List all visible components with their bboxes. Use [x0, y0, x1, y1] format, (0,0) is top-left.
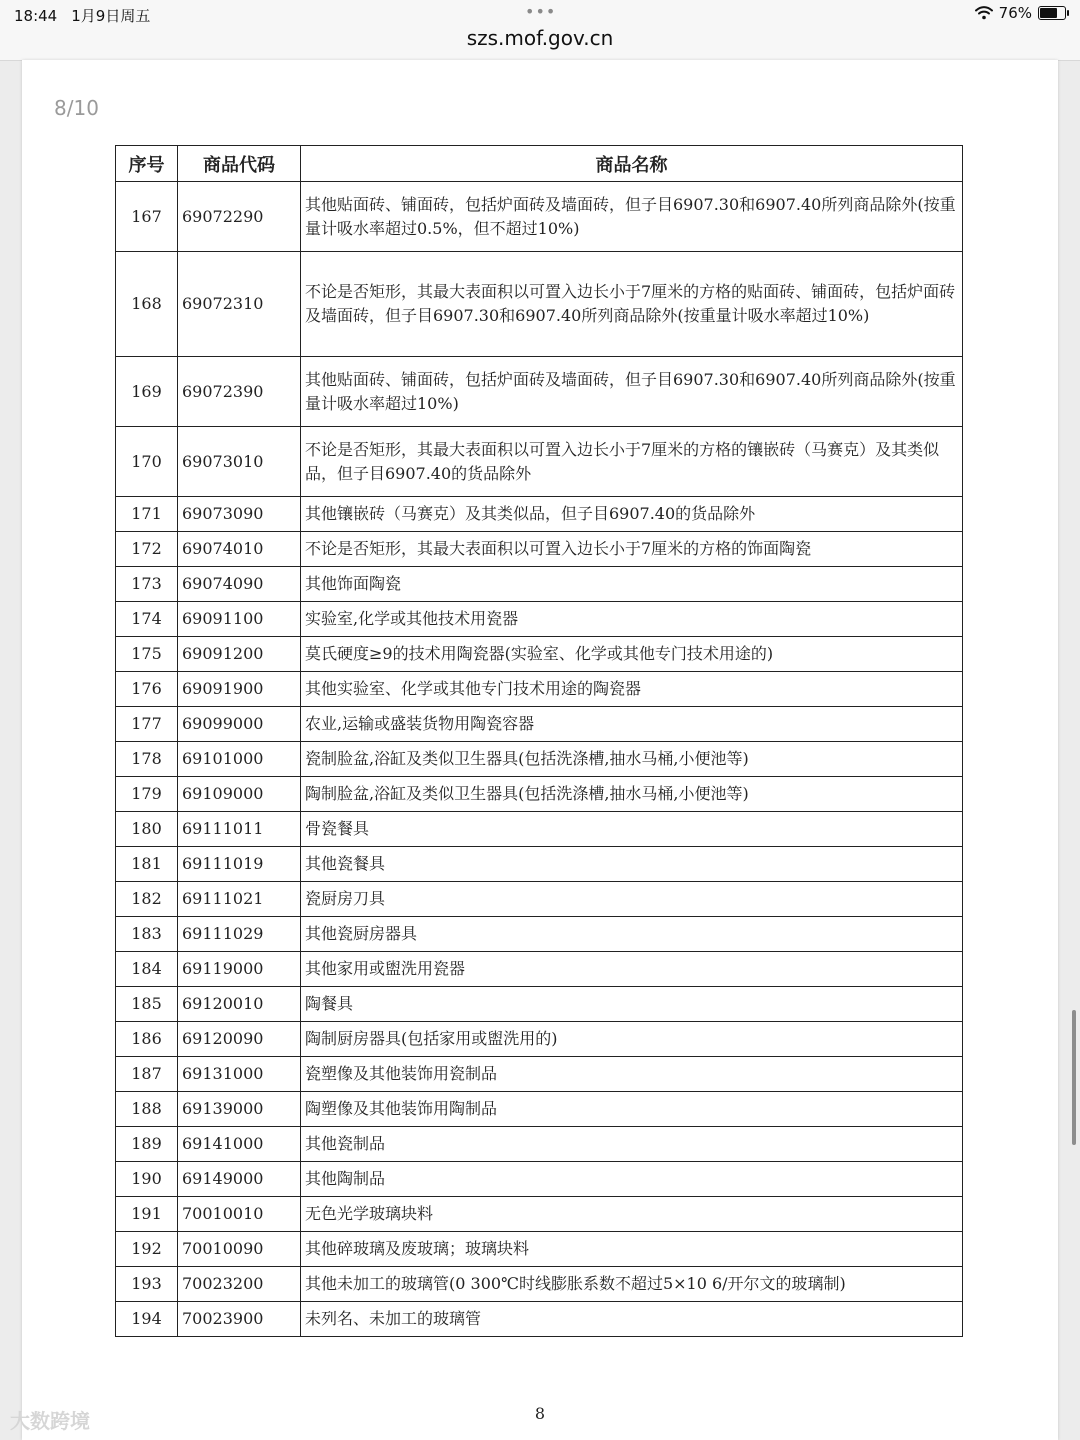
table-row	[116, 567, 963, 602]
cell-code: 70023900	[178, 1302, 301, 1337]
cell-seq: 170	[116, 427, 178, 497]
cell-code: 69141000	[178, 1127, 301, 1162]
table-header-row	[116, 146, 963, 182]
cell-name: 不论是否矩形，其最大表面积以可置入边长小于7厘米的方格的镶嵌砖（马赛克）及其类似品，但子目6907.40的货品除外	[301, 427, 963, 497]
cell-name: 其他陶制品	[301, 1162, 963, 1197]
table-row	[116, 1267, 963, 1302]
cell-name: 实验室,化学或其他技术用瓷器	[301, 602, 963, 637]
cell-name: 莫氏硬度≥9的技术用陶瓷器(实验室、化学或其他专门技术用途的)	[301, 637, 963, 672]
cell-seq: 192	[116, 1232, 178, 1267]
cell-name: 其他饰面陶瓷	[301, 567, 963, 602]
table-row	[116, 1127, 963, 1162]
document-page	[22, 60, 1058, 1440]
time-text: 18:44	[14, 7, 58, 25]
table-row	[116, 777, 963, 812]
table-row	[116, 532, 963, 567]
cell-name: 其他镶嵌砖（马赛克）及其类似品，但子目6907.40的货品除外	[301, 497, 963, 532]
cell-code: 69119000	[178, 952, 301, 987]
cell-code: 69139000	[178, 1092, 301, 1127]
table-row	[116, 847, 963, 882]
cell-name: 瓷厨房刀具	[301, 882, 963, 917]
cell-name: 其他贴面砖、铺面砖，包括炉面砖及墙面砖，但子目6907.30和6907.40所列商品除外(按重量计吸水率超过10%)	[301, 357, 963, 427]
cell-code: 69120090	[178, 1022, 301, 1057]
cell-code: 69149000	[178, 1162, 301, 1197]
table-row	[116, 812, 963, 847]
cell-code: 69091900	[178, 672, 301, 707]
cell-name: 其他瓷厨房器具	[301, 917, 963, 952]
cell-name: 骨瓷餐具	[301, 812, 963, 847]
table-row	[116, 672, 963, 707]
cell-name: 未列名、未加工的玻璃管	[301, 1302, 963, 1337]
cell-code: 69072390	[178, 357, 301, 427]
cell-code: 69091100	[178, 602, 301, 637]
header-name: 商品名称	[301, 146, 963, 182]
header-seq: 序号	[116, 146, 178, 182]
cell-code: 69111011	[178, 812, 301, 847]
table-row	[116, 182, 963, 252]
table-row	[116, 1022, 963, 1057]
cell-code: 69072290	[178, 182, 301, 252]
cell-name: 其他未加工的玻璃管(0 300℃时线膨胀系数不超过5×10 6/开尔文的玻璃制)	[301, 1267, 963, 1302]
cell-seq: 172	[116, 532, 178, 567]
cell-code: 70010010	[178, 1197, 301, 1232]
table-row	[116, 357, 963, 427]
cell-name: 其他瓷制品	[301, 1127, 963, 1162]
cell-seq: 184	[116, 952, 178, 987]
table-row	[116, 1232, 963, 1267]
address-bar[interactable]: szs.mof.gov.cn	[466, 26, 614, 50]
table-row	[116, 1162, 963, 1197]
cell-name: 陶餐具	[301, 987, 963, 1022]
cell-name: 其他碎玻璃及废玻璃；玻璃块料	[301, 1232, 963, 1267]
cell-name: 其他家用或盥洗用瓷器	[301, 952, 963, 987]
goods-table	[115, 145, 963, 1337]
table-row	[116, 1057, 963, 1092]
cell-code: 70023200	[178, 1267, 301, 1302]
cell-code: 69111021	[178, 882, 301, 917]
cell-seq: 185	[116, 987, 178, 1022]
cell-seq: 181	[116, 847, 178, 882]
table-row	[116, 427, 963, 497]
scrollbar[interactable]	[1072, 1010, 1076, 1145]
battery-icon	[1038, 6, 1066, 20]
battery-percent: 76%	[998, 4, 1032, 22]
cell-code: 69072310	[178, 252, 301, 357]
cell-name: 陶制厨房器具(包括家用或盥洗用的)	[301, 1022, 963, 1057]
cell-code: 69120010	[178, 987, 301, 1022]
table-row	[116, 742, 963, 777]
cell-seq: 182	[116, 882, 178, 917]
cell-code: 69099000	[178, 707, 301, 742]
cell-seq: 188	[116, 1092, 178, 1127]
cell-seq: 176	[116, 672, 178, 707]
cell-code: 69074090	[178, 567, 301, 602]
status-time	[14, 5, 150, 26]
table-row	[116, 1092, 963, 1127]
cell-seq: 187	[116, 1057, 178, 1092]
cell-code: 69111019	[178, 847, 301, 882]
cell-seq: 191	[116, 1197, 178, 1232]
table-row	[116, 637, 963, 672]
cell-code: 69109000	[178, 777, 301, 812]
cell-code: 69101000	[178, 742, 301, 777]
cell-seq: 167	[116, 182, 178, 252]
cell-code: 69131000	[178, 1057, 301, 1092]
status-right	[975, 4, 1066, 22]
table-row	[116, 252, 963, 357]
cell-code: 69091200	[178, 637, 301, 672]
cell-seq: 173	[116, 567, 178, 602]
cell-name: 不论是否矩形，其最大表面积以可置入边长小于7厘米的方格的饰面陶瓷	[301, 532, 963, 567]
cell-name: 陶制脸盆,浴缸及类似卫生器具(包括洗涤槽,抽水马桶,小便池等)	[301, 777, 963, 812]
cell-seq: 186	[116, 1022, 178, 1057]
cell-seq: 171	[116, 497, 178, 532]
cell-seq: 180	[116, 812, 178, 847]
cell-name: 其他贴面砖、铺面砖，包括炉面砖及墙面砖，但子目6907.30和6907.40所列商品除外(按重量计吸水率超过0.5%，但不超过10%)	[301, 182, 963, 252]
table-row	[116, 952, 963, 987]
cell-name: 陶塑像及其他装饰用陶制品	[301, 1092, 963, 1127]
cell-code: 70010090	[178, 1232, 301, 1267]
cell-seq: 169	[116, 357, 178, 427]
cell-seq: 174	[116, 602, 178, 637]
status-bar	[0, 0, 1080, 61]
cell-code: 69111029	[178, 917, 301, 952]
cell-seq: 193	[116, 1267, 178, 1302]
table-row	[116, 602, 963, 637]
table-row	[116, 882, 963, 917]
multitask-dots[interactable]: •••	[525, 2, 557, 21]
cell-code: 69074010	[178, 532, 301, 567]
cell-seq: 183	[116, 917, 178, 952]
watermark: 大数跨境	[10, 1409, 90, 1433]
table-row	[116, 1197, 963, 1232]
cell-name: 无色光学玻璃块料	[301, 1197, 963, 1232]
cell-name: 其他实验室、化学或其他专门技术用途的陶瓷器	[301, 672, 963, 707]
cell-name: 瓷制脸盆,浴缸及类似卫生器具(包括洗涤槽,抽水马桶,小便池等)	[301, 742, 963, 777]
cell-seq: 175	[116, 637, 178, 672]
cell-code: 69073090	[178, 497, 301, 532]
cell-seq: 179	[116, 777, 178, 812]
battery-fill	[1040, 8, 1057, 18]
page-number: 8	[534, 1404, 546, 1423]
table-row	[116, 497, 963, 532]
cell-seq: 189	[116, 1127, 178, 1162]
table-row	[116, 917, 963, 952]
cell-seq: 194	[116, 1302, 178, 1337]
cell-name: 不论是否矩形，其最大表面积以可置入边长小于7厘米的方格的贴面砖、铺面砖，包括炉面砖及墙面砖，但子目6907.30和6907.40所列商品除外(按重量计吸水率超过10%)	[301, 252, 963, 357]
table-row	[116, 987, 963, 1022]
cell-code: 69073010	[178, 427, 301, 497]
header-code: 商品代码	[178, 146, 301, 182]
cell-seq: 178	[116, 742, 178, 777]
cell-name: 农业,运输或盛装货物用陶瓷容器	[301, 707, 963, 742]
cell-seq: 177	[116, 707, 178, 742]
cell-name: 其他瓷餐具	[301, 847, 963, 882]
table-row	[116, 707, 963, 742]
cell-seq: 190	[116, 1162, 178, 1197]
cell-seq: 168	[116, 252, 178, 357]
cell-name: 瓷塑像及其他装饰用瓷制品	[301, 1057, 963, 1092]
table-row	[116, 1302, 963, 1337]
wifi-icon	[975, 6, 993, 20]
date-text: 1月9日周五	[71, 7, 151, 25]
page-indicator: 8/10	[54, 96, 99, 120]
